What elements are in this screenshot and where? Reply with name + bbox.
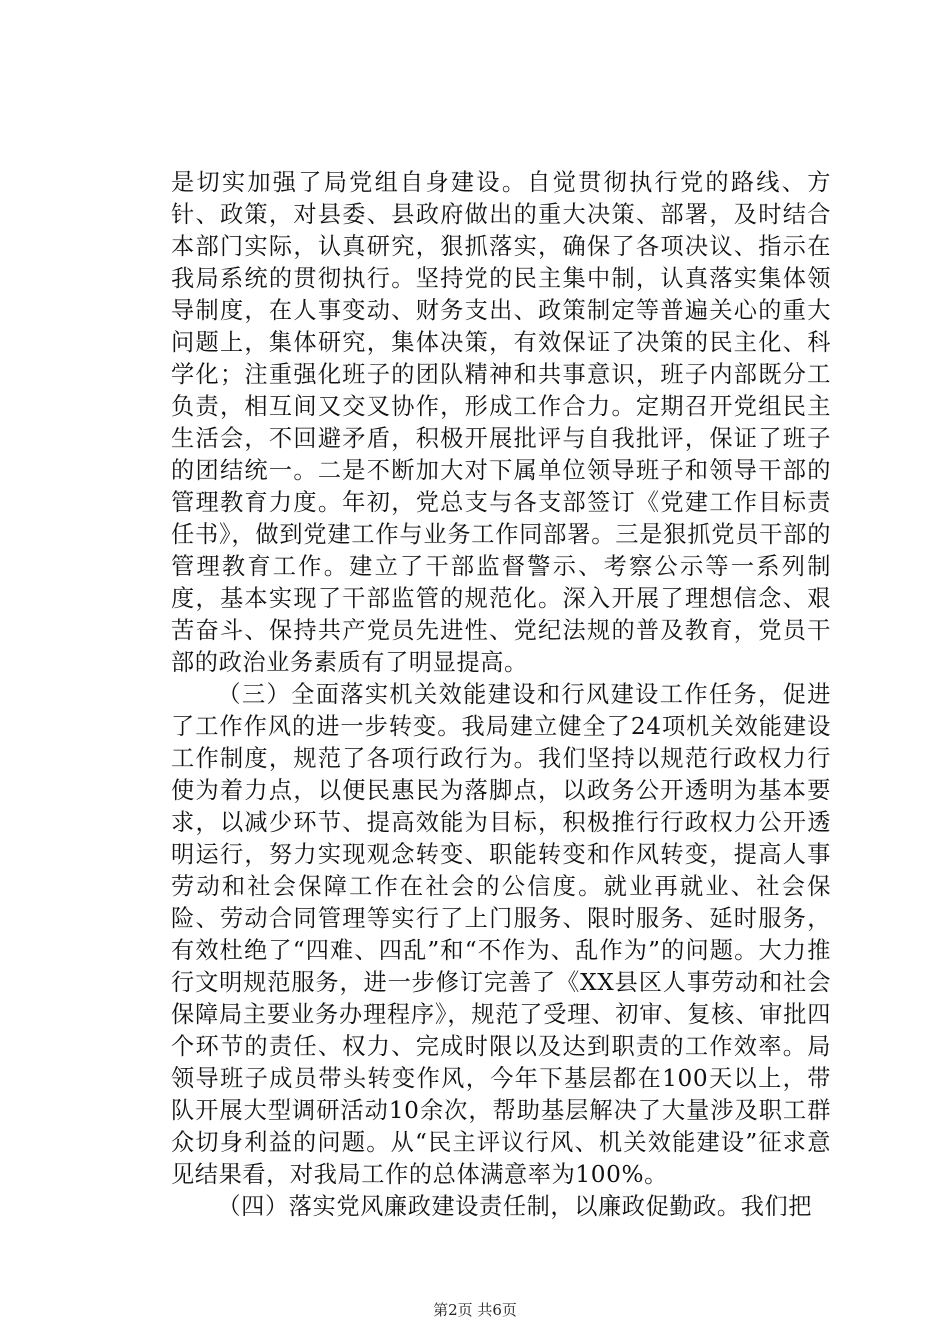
- paragraph-continuation: 是切实加强了局党组自身建设。自觉贯彻执行党的路线、方针、政策，对县委、县政府做出的重大决策、部署，及时结合本部门实际，认真研究，狠抓落实，确保了各项决议、指示在我局系统的贯彻执行。坚持党的民主集中制，认真落实集体领导制度，在人事变动、财务支出、政策制定等普遍关心的重大问题上，集体研究，集体决策，有效保证了决策的民主化、科学化；注重强化班子的团队精神和共事意识，班子内部既分工负责，相互间又交叉协作，形成工作合力。定期召开党组民主生活会，不回避矛盾，积极开展批评与自我批评，保证了班子的团结统一。二是不断加大对下属单位领导班子和领导干部的管理教育力度。年初，党总支与各支部签订《党建工作目标责任书》，做到党建工作与业务工作同部署。三是狠抓党员干部的管理教育工作。建立了干部监督警示、考察公示等一系列制度，基本实现了干部监管的规范化。深入开展了理想信念、艰苦奋斗、保持共产党员先进性、党纪法规的普及教育，党员干部的政治业务素质有了明显提高。: [171, 169, 831, 676]
- page-number-footer: 第2页 共6页: [433, 1301, 517, 1319]
- document-body: [171, 167, 831, 1223]
- paragraph-section-4: （四）落实党风廉政建设责任制，以廉政促勤政。我们把: [217, 1193, 813, 1220]
- paragraph-section-3: （三）全面落实机关效能建设和行风建设工作任务，促进了工作作风的进一步转变。我局建立健全了24项机关效能建设工作制度，规范了各项行政行为。我们坚持以规范行政权力行使为着力点，以便民惠民为落脚点，以政务公开透明为基本要求，以减少环节、提高效能为目标，积极推行行政权力公开透明运行，努力实现观念转变、职能转变和作风转变，提高人事劳动和社会保障工作在社会的公信度。就业再就业、社会保险、劳动合同管理等实行了上门服务、限时服务、延时服务，有效杜绝了“四难、四乱”和“不作为、乱作为”的问题。大力推行文明规范服务，进一步修订完善了《XX县区人事劳动和社会保障局主要业务办理程序》，规范了受理、初审、复核、审批四个环节的责任、权力、完成时限以及达到职责的工作效率。局领导班子成员带头转变作风，今年下基层都在100天以上，带队开展大型调研活动10余次，帮助基层解决了大量涉及职工群众切身利益的问题。从“民主评议行风、机关效能建设”征求意见结果看，对我局工作的总体满意率为100%。: [171, 681, 831, 1188]
